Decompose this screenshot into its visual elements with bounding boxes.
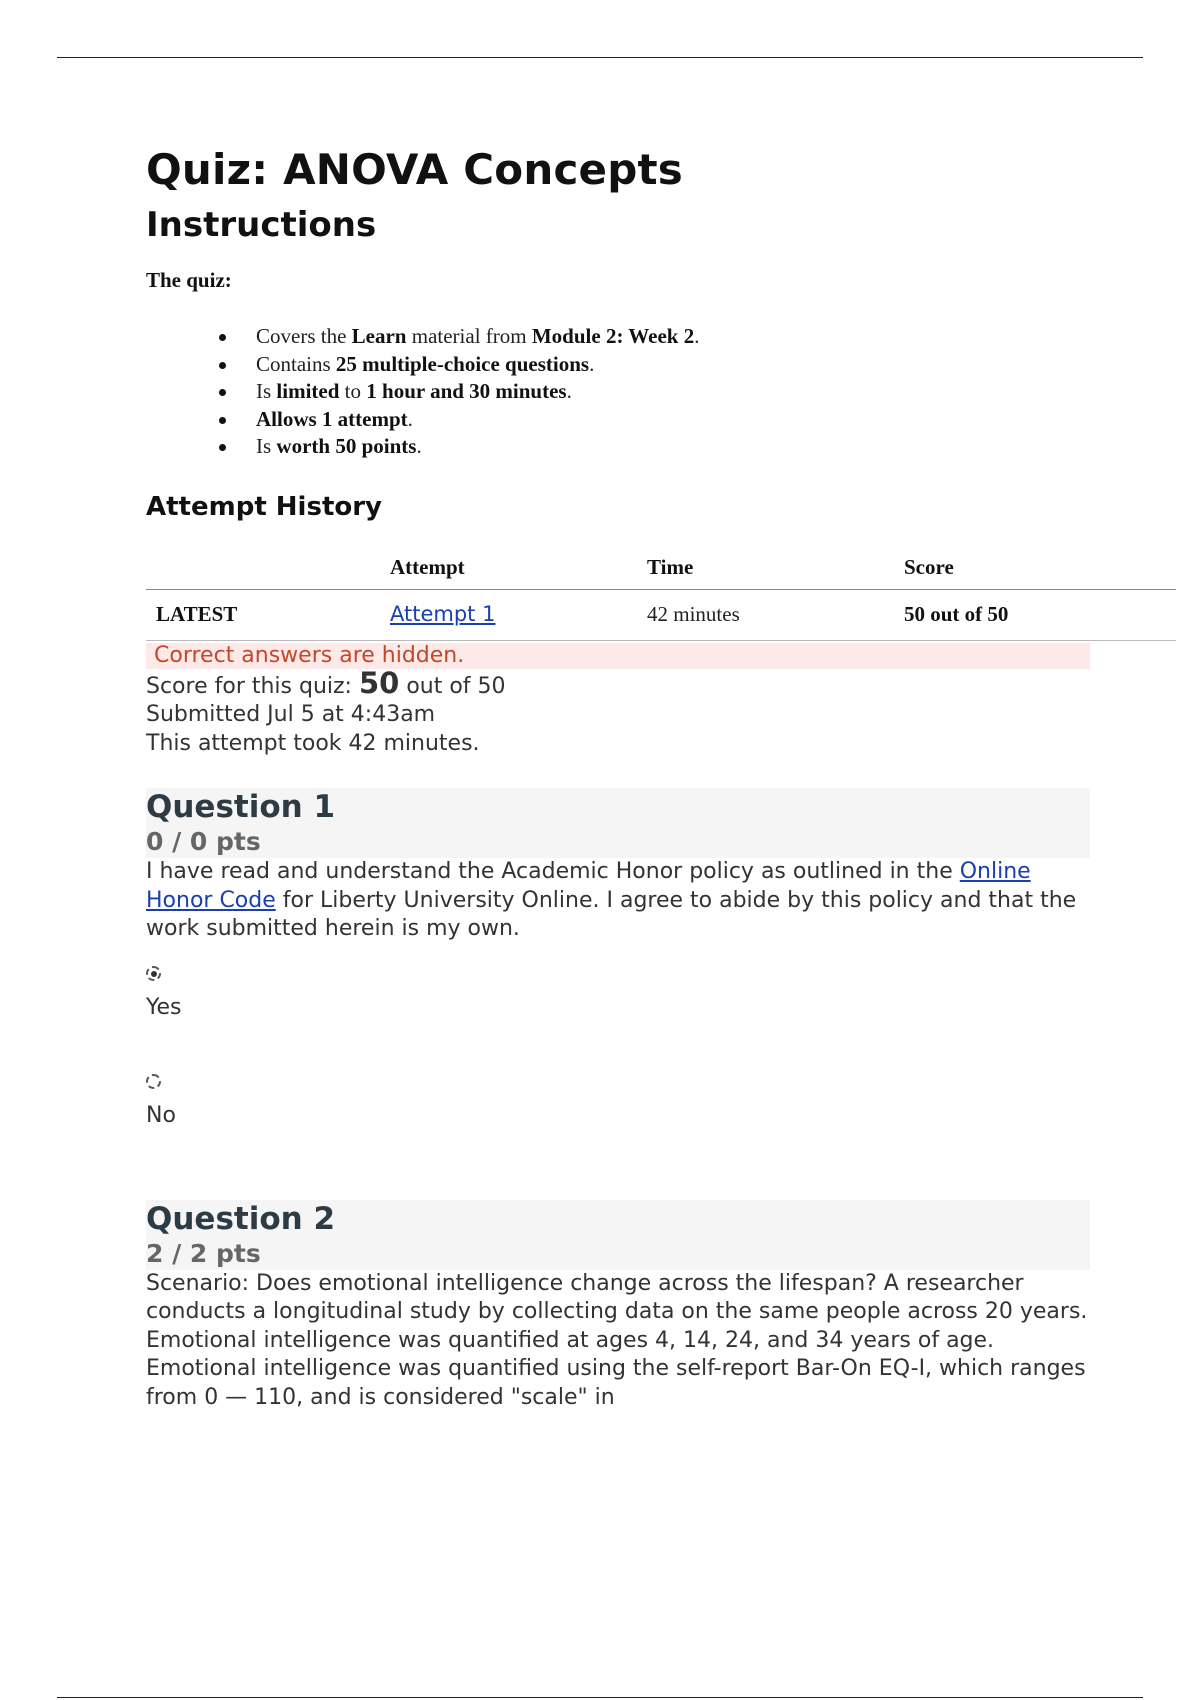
rule-item: Covers the Learn material from Module 2: Week 2. bbox=[146, 323, 1176, 351]
radio-selected-icon[interactable] bbox=[146, 966, 164, 984]
answer-label: Yes bbox=[146, 994, 182, 1020]
latest-tag: LATEST bbox=[146, 589, 390, 640]
answer-option-no[interactable] bbox=[146, 1074, 1090, 1130]
column-header: Attempt bbox=[390, 547, 647, 590]
score-summary bbox=[146, 665, 1176, 759]
question-points: 0 / 0 pts bbox=[146, 827, 261, 856]
attempt-link[interactable]: Attempt 1 bbox=[390, 602, 496, 626]
attempt-cell bbox=[390, 589, 647, 640]
rule-item: Contains 25 multiple-choice questions. bbox=[146, 351, 1176, 379]
question-header bbox=[146, 788, 1090, 858]
column-header: Score bbox=[904, 547, 1176, 590]
quiz-rules-list bbox=[146, 323, 1176, 461]
quiz-intro: The quiz: bbox=[146, 268, 232, 292]
column-header bbox=[146, 547, 390, 590]
score-cell: 50 out of 50 bbox=[904, 589, 1176, 640]
attempt-history-table bbox=[146, 547, 1176, 641]
honor-code-link[interactable]: Online Honor Code bbox=[146, 859, 1031, 913]
time-cell: 42 minutes bbox=[647, 589, 904, 640]
instructions-heading: Instructions bbox=[146, 205, 377, 245]
quiz-title: Quiz: ANOVA Concepts bbox=[146, 145, 683, 194]
submitted-time: Submitted Jul 5 at 4:43am bbox=[146, 702, 436, 727]
question-text: I have read and understand the Academic Honor policy as outlined in the Online Honor Code for Liberty University Online. I agree to abide by this policy and that the work submitted herein is my own. bbox=[146, 859, 1077, 941]
table-header-row bbox=[146, 547, 1176, 590]
rule-item: Allows 1 attempt. bbox=[146, 406, 1176, 434]
quiz-page bbox=[146, 140, 1176, 1412]
attempt-history-heading: Attempt History bbox=[146, 491, 383, 522]
question-2 bbox=[146, 1200, 1090, 1413]
bottom-divider bbox=[57, 1697, 1143, 1698]
question-1 bbox=[146, 788, 1090, 1130]
attempt-duration: This attempt took 42 minutes. bbox=[146, 730, 480, 756]
question-points: 2 / 2 pts bbox=[146, 1238, 261, 1268]
quiz-score-line: Score for this quiz: 50 out of 50 bbox=[146, 665, 506, 700]
question-title: Question 2 bbox=[146, 1200, 336, 1237]
rule-item: Is limited to 1 hour and 30 minutes. bbox=[146, 378, 1176, 406]
column-header: Time bbox=[647, 547, 904, 590]
question-header bbox=[146, 1200, 1090, 1270]
radio-unselected-icon[interactable] bbox=[146, 1074, 164, 1092]
top-divider bbox=[57, 57, 1143, 58]
question-title: Question 1 bbox=[146, 789, 336, 825]
table-row bbox=[146, 589, 1176, 640]
question-text: Scenario: Does emotional intelligence change across the lifespan? A researcher conducts a longitudinal study by collecting data on the same people across 20 years. Emotional intelligence was quantified at ages 4, 14, 24, and 34 years of age. Emotional intelligence was quantified using the self-report Bar-On EQ-I, which ranges from 0 — 110, and is considered "scale" in bbox=[146, 1270, 1088, 1410]
answers-hidden-notice: Correct answers are hidden. bbox=[146, 643, 1090, 669]
answer-option-yes[interactable] bbox=[146, 966, 1090, 1022]
rule-item: Is worth 50 points. bbox=[146, 433, 1176, 461]
score-value: 50 bbox=[358, 665, 400, 700]
answer-label: No bbox=[146, 1102, 176, 1128]
